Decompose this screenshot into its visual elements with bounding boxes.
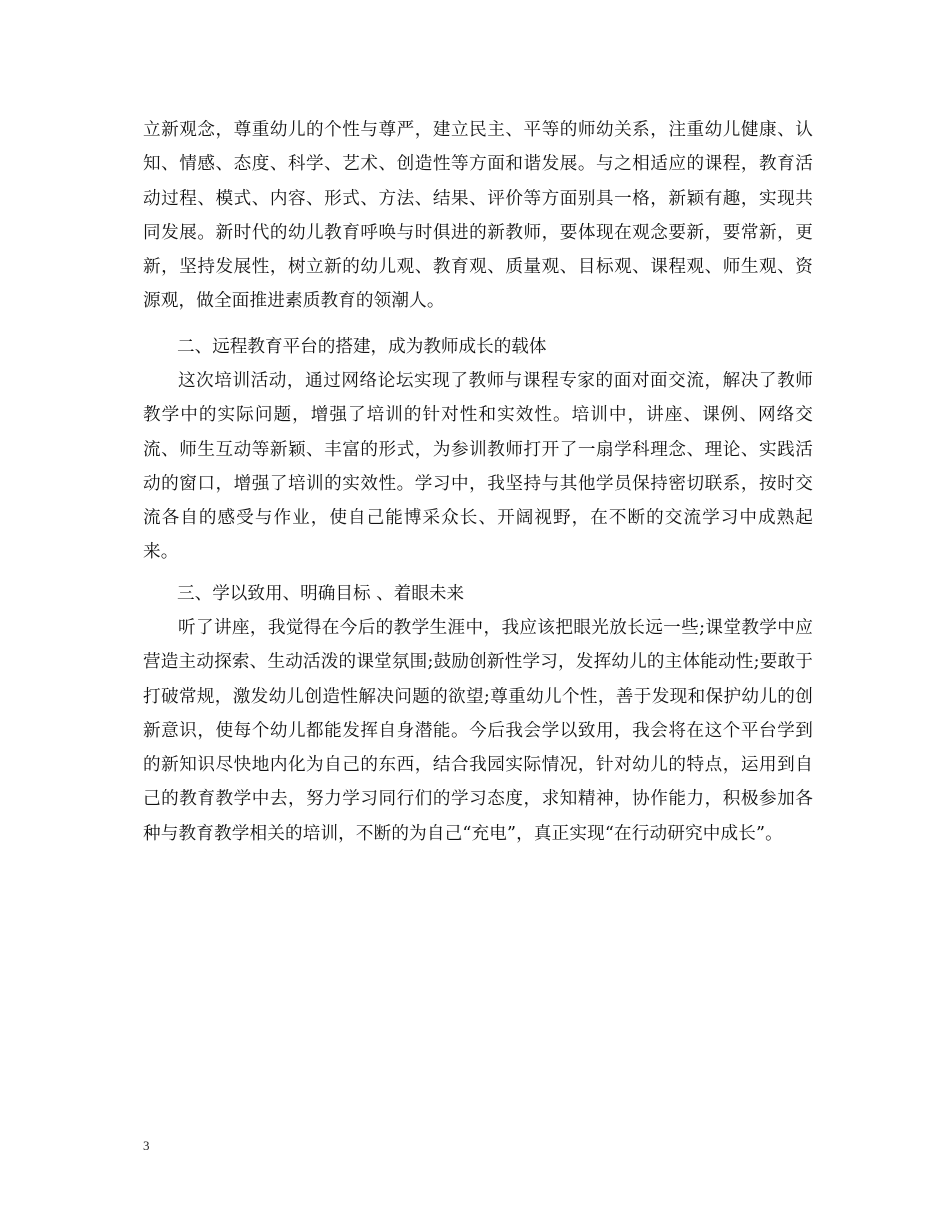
body-paragraph-2: 这次培训活动，通过网络论坛实现了教师与课程专家的面对面交流，解决了教师教学中的实际问题，增强了培训的针对性和实效性。培训中，讲座、课例、网络交流、师生互动等新颖、丰富的形式，为参训教师打开了一扇学科理念、理论、实践活动的窗口，增强了培训的实效性。学习中，我坚持与其他学员保持密切联系，按时交流各自的感受与作业，使自己能博采众长、开阔视野，在不断的交流学习中成熟起来。 <box>143 371 813 563</box>
page-number: 3 <box>143 1138 150 1153</box>
section-heading-2: 二、远程教育平台的搭建，成为教师成长的载体 <box>177 337 547 357</box>
body-paragraph-3: 听了讲座，我觉得在今后的教学生涯中，我应该把眼光放长远一些;课堂教学中应营造主动探索、生动活泼的课堂氛围;鼓励创新性学习，发挥幼儿的主体能动性;要敢于打破常规，激发幼儿创造性解决问题的欲望;尊重幼儿个性，善于发现和保护幼儿的创新意识，使每个幼儿都能发挥自身潜能。今后我会学以致用，我会将在这个平台学到的新知识尽快地内化为自己的东西，结合我园实际情况，针对幼儿的特点，运用到自己的教育教学中去，努力学习同行们的学习态度，求知精神，协作能力，积极参加各种与教育教学相关的培训，不断的为自己“充电”，真正实现“在行动研究中成长”。 <box>143 618 813 844</box>
body-paragraph-1: 立新观念，尊重幼儿的个性与尊严，建立民主、平等的师幼关系，注重幼儿健康、认知、情感、态度、科学、艺术、创造性等方面和谐发展。与之相适应的课程，教育活动过程、模式、内容、形式、方法、结果、评价等方面别具一格，新颖有趣，实现共同发展。新时代的幼儿教育呼唤与时俱进的新教师，要体现在观念要新，要常新，更新，坚持发展性，树立新的幼儿观、教育观、质量观、目标观、课程观、师生观、资源观，做全面推进素质教育的领潮人。 <box>143 120 813 312</box>
section-heading-3: 三、学以致用、明确目标 、着眼未来 <box>177 584 465 604</box>
